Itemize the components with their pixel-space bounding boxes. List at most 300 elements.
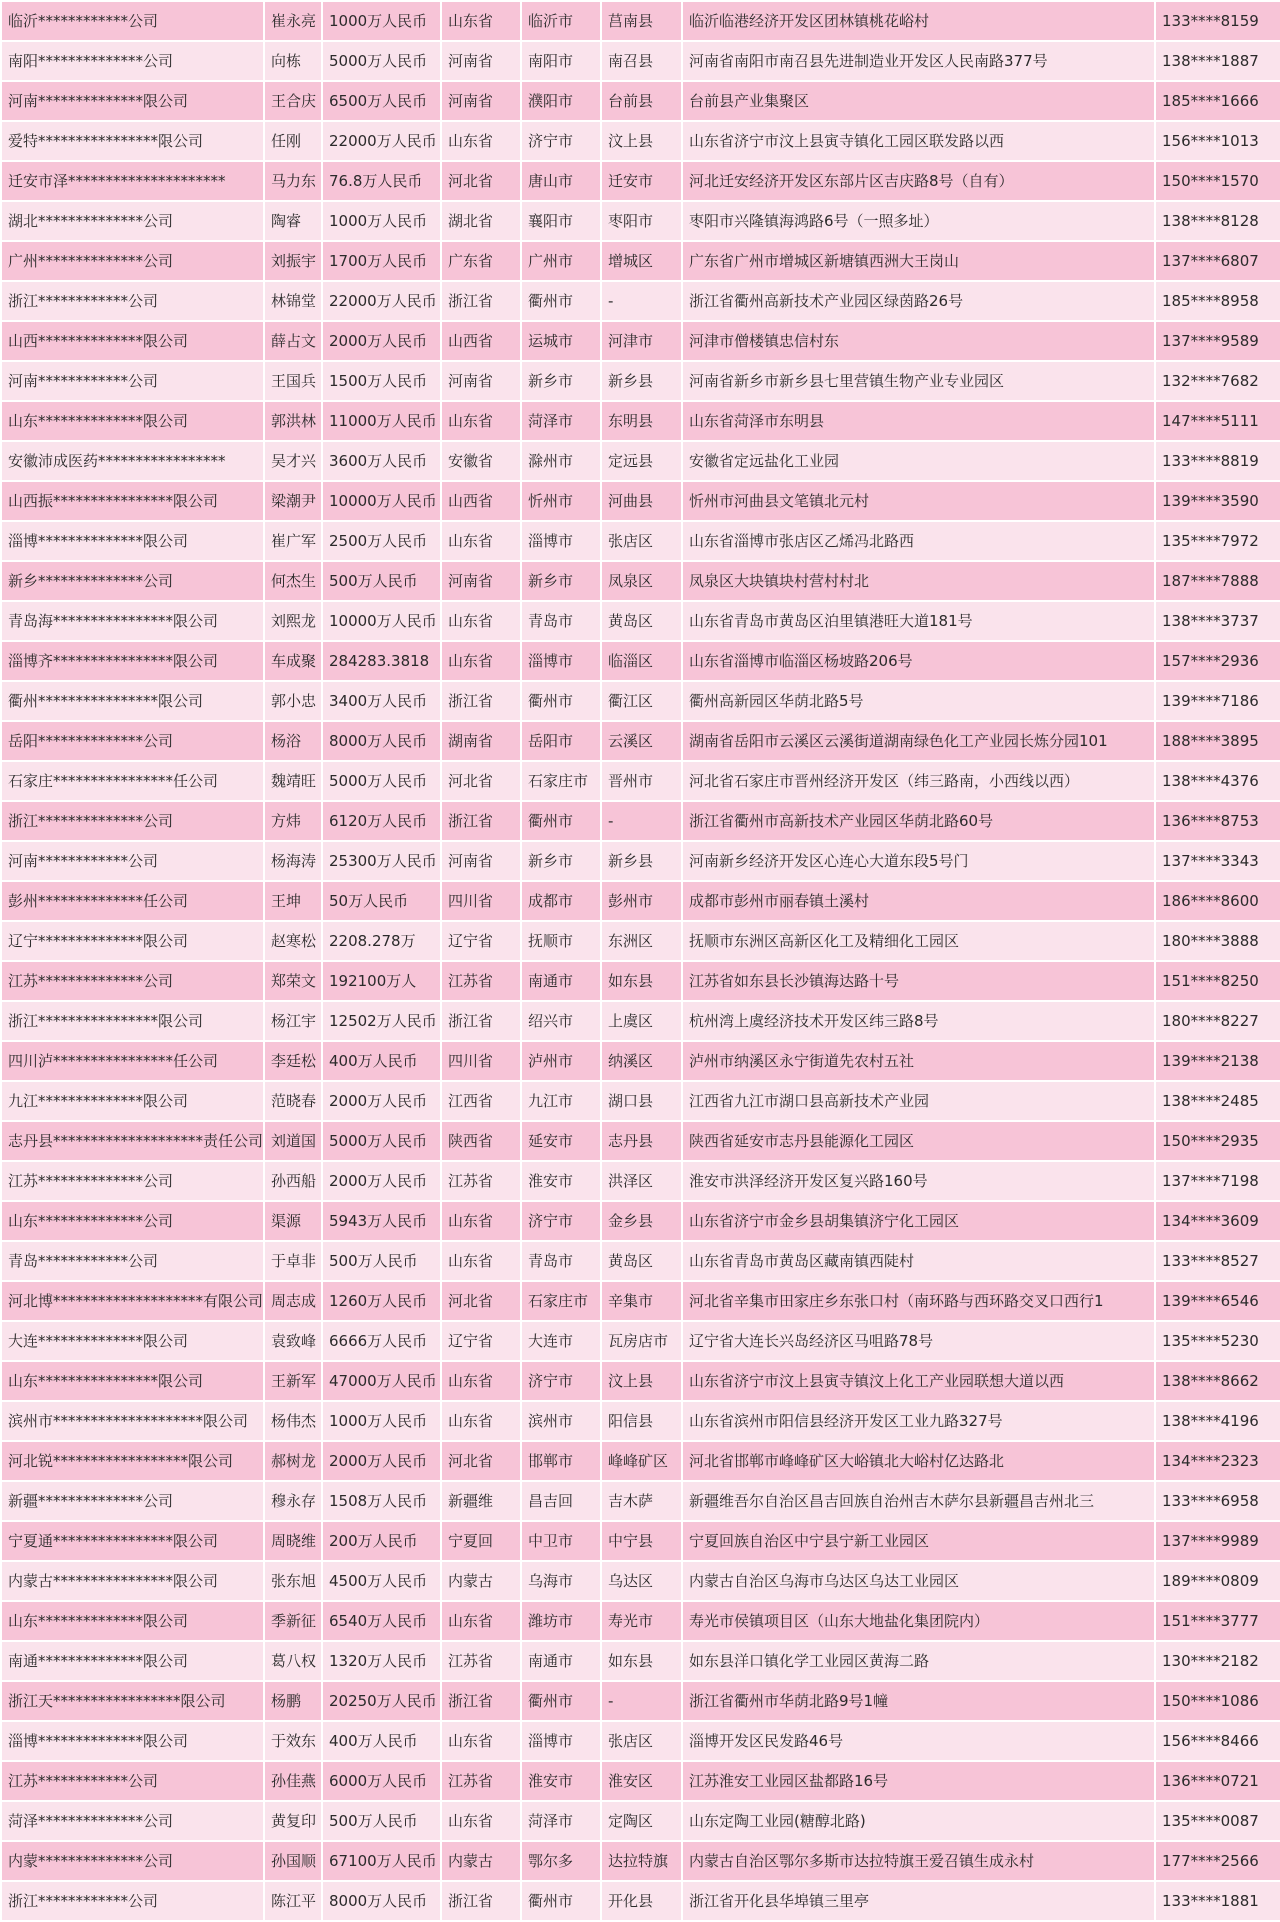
city-cell: 菏泽市 (522, 1802, 600, 1840)
capital-cell: 1260万人民币 (323, 1282, 440, 1320)
person-cell: 周志成 (265, 1282, 321, 1320)
phone-cell: 189****0809 (1156, 1562, 1280, 1600)
district-cell: 衢江区 (602, 682, 681, 720)
phone-cell: 133****8527 (1156, 1242, 1280, 1280)
table-row (2, 1642, 1280, 1680)
phone-cell: 156****8466 (1156, 1722, 1280, 1760)
district-cell: 黄岛区 (602, 602, 681, 640)
province-cell: 河北省 (442, 162, 520, 200)
city-cell: 运城市 (522, 322, 600, 360)
phone-cell: 133****6958 (1156, 1482, 1280, 1520)
phone-cell: 150****2935 (1156, 1122, 1280, 1160)
district-cell: 新乡县 (602, 842, 681, 880)
address-cell: 临沂临港经济开发区团林镇桃花峪村 (683, 2, 1154, 40)
capital-cell: 47000万人民币 (323, 1362, 440, 1400)
district-cell: 张店区 (602, 522, 681, 560)
district-cell: 乌达区 (602, 1562, 681, 1600)
phone-cell: 134****2323 (1156, 1442, 1280, 1480)
person-cell: 马力东 (265, 162, 321, 200)
province-cell: 山东省 (442, 642, 520, 680)
phone-cell: 132****7682 (1156, 362, 1280, 400)
company-cell: 迁安市泽********************* (2, 162, 263, 200)
phone-cell: 133****8159 (1156, 2, 1280, 40)
company-cell: 广州**************公司 (2, 242, 263, 280)
capital-cell: 6120万人民币 (323, 802, 440, 840)
table-row (2, 802, 1280, 840)
table-row (2, 1042, 1280, 1080)
address-cell: 山东省菏泽市东明县 (683, 402, 1154, 440)
table-row (2, 122, 1280, 160)
capital-cell: 20250万人民币 (323, 1682, 440, 1720)
table-row (2, 882, 1280, 920)
phone-cell: 138****1887 (1156, 42, 1280, 80)
person-cell: 渠源 (265, 1202, 321, 1240)
capital-cell: 11000万人民币 (323, 402, 440, 440)
address-cell: 广东省广州市增城区新塘镇西洲大王岗山 (683, 242, 1154, 280)
phone-cell: 150****1086 (1156, 1682, 1280, 1720)
table-row (2, 962, 1280, 1000)
district-cell: 台前县 (602, 82, 681, 120)
district-cell: 南召县 (602, 42, 681, 80)
table-row (2, 162, 1280, 200)
address-cell: 淄博开发区民发路46号 (683, 1722, 1154, 1760)
address-cell: 山东省济宁市汶上县寅寺镇汶上化工产业园联想大道以西 (683, 1362, 1154, 1400)
phone-cell: 138****4196 (1156, 1402, 1280, 1440)
province-cell: 河南省 (442, 42, 520, 80)
capital-cell: 192100万人 (323, 962, 440, 1000)
person-cell: 崔永亮 (265, 2, 321, 40)
city-cell: 广州市 (522, 242, 600, 280)
table-row (2, 682, 1280, 720)
city-cell: 鄂尔多 (522, 1842, 600, 1880)
phone-cell: 156****1013 (1156, 122, 1280, 160)
city-cell: 中卫市 (522, 1522, 600, 1560)
capital-cell: 500万人民币 (323, 562, 440, 600)
address-cell: 河津市僧楼镇忠信村东 (683, 322, 1154, 360)
table-row (2, 922, 1280, 960)
address-cell: 内蒙古自治区鄂尔多斯市达拉特旗王爱召镇生成永村 (683, 1842, 1154, 1880)
address-cell: 寿光市侯镇项目区（山东大地盐化集团院内） (683, 1602, 1154, 1640)
phone-cell: 137****7198 (1156, 1162, 1280, 1200)
capital-cell: 2500万人民币 (323, 522, 440, 560)
capital-cell: 50万人民币 (323, 882, 440, 920)
company-cell: 浙江************公司 (2, 282, 263, 320)
phone-cell: 138****8662 (1156, 1362, 1280, 1400)
capital-cell: 5000万人民币 (323, 1122, 440, 1160)
capital-cell: 22000万人民币 (323, 122, 440, 160)
city-cell: 济宁市 (522, 122, 600, 160)
city-cell: 新乡市 (522, 842, 600, 880)
city-cell: 忻州市 (522, 482, 600, 520)
city-cell: 抚顺市 (522, 922, 600, 960)
district-cell: 金乡县 (602, 1202, 681, 1240)
address-cell: 宁夏回族自治区中宁县宁新工业园区 (683, 1522, 1154, 1560)
district-cell: 定陶区 (602, 1802, 681, 1840)
district-cell: 河曲县 (602, 482, 681, 520)
address-cell: 河北迁安经济开发区东部片区吉庆路8号（自有） (683, 162, 1154, 200)
city-cell: 淄博市 (522, 642, 600, 680)
table-row (2, 602, 1280, 640)
company-cell: 安徽沛成医药***************** (2, 442, 263, 480)
city-cell: 泸州市 (522, 1042, 600, 1080)
capital-cell: 1000万人民币 (323, 202, 440, 240)
address-cell: 山东省青岛市黄岛区泊里镇港旺大道181号 (683, 602, 1154, 640)
province-cell: 江苏省 (442, 1762, 520, 1800)
table-row (2, 1442, 1280, 1480)
address-cell: 山东省淄博市临淄区杨坡路206号 (683, 642, 1154, 680)
table-row (2, 482, 1280, 520)
person-cell: 黄复印 (265, 1802, 321, 1840)
person-cell: 薛占文 (265, 322, 321, 360)
person-cell: 王国兵 (265, 362, 321, 400)
table-row (2, 842, 1280, 880)
table-row (2, 1242, 1280, 1280)
phone-cell: 157****2936 (1156, 642, 1280, 680)
table-row (2, 82, 1280, 120)
phone-cell: 139****2138 (1156, 1042, 1280, 1080)
province-cell: 浙江省 (442, 1002, 520, 1040)
capital-cell: 1500万人民币 (323, 362, 440, 400)
phone-cell: 139****6546 (1156, 1282, 1280, 1320)
company-cell: 大连**************限公司 (2, 1322, 263, 1360)
capital-cell: 400万人民币 (323, 1042, 440, 1080)
person-cell: 林锦堂 (265, 282, 321, 320)
person-cell: 崔广军 (265, 522, 321, 560)
address-cell: 杭州湾上虞经济技术开发区纬三路8号 (683, 1002, 1154, 1040)
address-cell: 台前县产业集聚区 (683, 82, 1154, 120)
phone-cell: 137****3343 (1156, 842, 1280, 880)
person-cell: 向栋 (265, 42, 321, 80)
company-cell: 爱特****************限公司 (2, 122, 263, 160)
district-cell: 寿光市 (602, 1602, 681, 1640)
company-cell: 菏泽**************公司 (2, 1802, 263, 1840)
company-cell: 湖北**************公司 (2, 202, 263, 240)
company-cell: 山东**************限公司 (2, 1602, 263, 1640)
capital-cell: 8000万人民币 (323, 1882, 440, 1920)
company-cell: 内蒙**************公司 (2, 1842, 263, 1880)
phone-cell: 137****9989 (1156, 1522, 1280, 1560)
address-cell: 浙江省衢州市华荫北路9号1幢 (683, 1682, 1154, 1720)
company-cell: 山东**************公司 (2, 1202, 263, 1240)
company-cell: 河南************公司 (2, 842, 263, 880)
province-cell: 湖南省 (442, 722, 520, 760)
phone-cell: 180****8227 (1156, 1002, 1280, 1040)
province-cell: 浙江省 (442, 682, 520, 720)
city-cell: 衢州市 (522, 1682, 600, 1720)
capital-cell: 6500万人民币 (323, 82, 440, 120)
district-cell: 黄岛区 (602, 1242, 681, 1280)
company-cell: 石家庄****************任公司 (2, 762, 263, 800)
province-cell: 江苏省 (442, 1642, 520, 1680)
person-cell: 孙国顺 (265, 1842, 321, 1880)
person-cell: 范晓春 (265, 1082, 321, 1120)
district-cell: 汶上县 (602, 1362, 681, 1400)
person-cell: 陶睿 (265, 202, 321, 240)
address-cell: 枣阳市兴隆镇海鸿路6号（一照多址） (683, 202, 1154, 240)
province-cell: 浙江省 (442, 282, 520, 320)
table-row (2, 1882, 1280, 1920)
table-row (2, 1162, 1280, 1200)
address-cell: 山东省济宁市汶上县寅寺镇化工园区联发路以西 (683, 122, 1154, 160)
address-cell: 河南省新乡市新乡县七里营镇生物产业专业园区 (683, 362, 1154, 400)
company-cell: 浙江天*****************限公司 (2, 1682, 263, 1720)
province-cell: 江西省 (442, 1082, 520, 1120)
company-cell: 河南************公司 (2, 362, 263, 400)
city-cell: 襄阳市 (522, 202, 600, 240)
province-cell: 河南省 (442, 562, 520, 600)
capital-cell: 400万人民币 (323, 1722, 440, 1760)
company-cell: 青岛海****************限公司 (2, 602, 263, 640)
city-cell: 濮阳市 (522, 82, 600, 120)
district-cell: 洪泽区 (602, 1162, 681, 1200)
capital-cell: 10000万人民币 (323, 602, 440, 640)
address-cell: 浙江省衢州高新技术产业园区绿茵路26号 (683, 282, 1154, 320)
district-cell: 枣阳市 (602, 202, 681, 240)
address-cell: 如东县洋口镇化学工业园区黄海二路 (683, 1642, 1154, 1680)
province-cell: 新疆维 (442, 1482, 520, 1520)
table-row (2, 1402, 1280, 1440)
person-cell: 梁潮尹 (265, 482, 321, 520)
district-cell: - (602, 282, 681, 320)
company-cell: 山东**************限公司 (2, 402, 263, 440)
province-cell: 山西省 (442, 482, 520, 520)
district-cell: 达拉特旗 (602, 1842, 681, 1880)
city-cell: 菏泽市 (522, 402, 600, 440)
person-cell: 王合庆 (265, 82, 321, 120)
table-row (2, 1562, 1280, 1600)
province-cell: 辽宁省 (442, 922, 520, 960)
person-cell: 穆永存 (265, 1482, 321, 1520)
table-row (2, 442, 1280, 480)
city-cell: 淄博市 (522, 1722, 600, 1760)
company-cell: 滨州市********************限公司 (2, 1402, 263, 1440)
person-cell: 杨海涛 (265, 842, 321, 880)
company-cell: 衢州****************限公司 (2, 682, 263, 720)
phone-cell: 187****7888 (1156, 562, 1280, 600)
table-row (2, 1602, 1280, 1640)
phone-cell: 186****8600 (1156, 882, 1280, 920)
city-cell: 石家庄市 (522, 1282, 600, 1320)
capital-cell: 25300万人民币 (323, 842, 440, 880)
city-cell: 唐山市 (522, 162, 600, 200)
city-cell: 南通市 (522, 1642, 600, 1680)
district-cell: - (602, 802, 681, 840)
phone-cell: 138****8128 (1156, 202, 1280, 240)
person-cell: 郝树龙 (265, 1442, 321, 1480)
address-cell: 河北省邯郸市峰峰矿区大峪镇北大峪村亿达路北 (683, 1442, 1154, 1480)
province-cell: 河北省 (442, 1442, 520, 1480)
capital-cell: 2000万人民币 (323, 1082, 440, 1120)
table-row (2, 1482, 1280, 1520)
district-cell: 阳信县 (602, 1402, 681, 1440)
capital-cell: 8000万人民币 (323, 722, 440, 760)
province-cell: 山东省 (442, 1602, 520, 1640)
person-cell: 赵寒松 (265, 922, 321, 960)
province-cell: 四川省 (442, 1042, 520, 1080)
company-cell: 河北博********************有限公司 (2, 1282, 263, 1320)
city-cell: 青岛市 (522, 602, 600, 640)
capital-cell: 6000万人民币 (323, 1762, 440, 1800)
person-cell: 杨伟杰 (265, 1402, 321, 1440)
province-cell: 浙江省 (442, 802, 520, 840)
city-cell: 大连市 (522, 1322, 600, 1360)
company-cell: 山西**************限公司 (2, 322, 263, 360)
phone-cell: 185****1666 (1156, 82, 1280, 120)
district-cell: 东明县 (602, 402, 681, 440)
phone-cell: 135****7972 (1156, 522, 1280, 560)
city-cell: 成都市 (522, 882, 600, 920)
province-cell: 山东省 (442, 122, 520, 160)
city-cell: 南通市 (522, 962, 600, 1000)
province-cell: 内蒙古 (442, 1562, 520, 1600)
company-cell: 淄博**************限公司 (2, 522, 263, 560)
province-cell: 广东省 (442, 242, 520, 280)
table-row (2, 1842, 1280, 1880)
table-row (2, 42, 1280, 80)
province-cell: 陕西省 (442, 1122, 520, 1160)
phone-cell: 185****8958 (1156, 282, 1280, 320)
city-cell: 淄博市 (522, 522, 600, 560)
city-cell: 济宁市 (522, 1202, 600, 1240)
table-row (2, 1362, 1280, 1400)
person-cell: 袁致峰 (265, 1322, 321, 1360)
province-cell: 山东省 (442, 602, 520, 640)
table-row (2, 1522, 1280, 1560)
company-cell: 新疆**************公司 (2, 1482, 263, 1520)
city-cell: 滁州市 (522, 442, 600, 480)
city-cell: 青岛市 (522, 1242, 600, 1280)
person-cell: 任刚 (265, 122, 321, 160)
capital-cell: 2000万人民币 (323, 1442, 440, 1480)
province-cell: 浙江省 (442, 1682, 520, 1720)
phone-cell: 133****8819 (1156, 442, 1280, 480)
phone-cell: 138****3737 (1156, 602, 1280, 640)
table-row (2, 1682, 1280, 1720)
phone-cell: 135****0087 (1156, 1802, 1280, 1840)
phone-cell: 136****8753 (1156, 802, 1280, 840)
address-cell: 泸州市纳溪区永宁街道先农村五社 (683, 1042, 1154, 1080)
phone-cell: 139****7186 (1156, 682, 1280, 720)
province-cell: 山东省 (442, 2, 520, 40)
table-row (2, 2, 1280, 40)
phone-cell: 138****4376 (1156, 762, 1280, 800)
phone-cell: 136****0721 (1156, 1762, 1280, 1800)
capital-cell: 4500万人民币 (323, 1562, 440, 1600)
person-cell: 季新征 (265, 1602, 321, 1640)
capital-cell: 1000万人民币 (323, 2, 440, 40)
company-cell: 山东****************限公司 (2, 1362, 263, 1400)
person-cell: 杨浴 (265, 722, 321, 760)
city-cell: 临沂市 (522, 2, 600, 40)
capital-cell: 5000万人民币 (323, 762, 440, 800)
address-cell: 陕西省延安市志丹县能源化工园区 (683, 1122, 1154, 1160)
city-cell: 昌吉回 (522, 1482, 600, 1520)
city-cell: 淮安市 (522, 1162, 600, 1200)
district-cell: - (602, 1682, 681, 1720)
capital-cell: 500万人民币 (323, 1242, 440, 1280)
province-cell: 山东省 (442, 1202, 520, 1240)
district-cell: 新乡县 (602, 362, 681, 400)
province-cell: 浙江省 (442, 1882, 520, 1920)
table-row (2, 1202, 1280, 1240)
phone-cell: 188****3895 (1156, 722, 1280, 760)
capital-cell: 76.8万人民币 (323, 162, 440, 200)
capital-cell: 10000万人民币 (323, 482, 440, 520)
company-cell: 辽宁**************限公司 (2, 922, 263, 960)
province-cell: 山东省 (442, 1242, 520, 1280)
company-cell: 河北锐******************限公司 (2, 1442, 263, 1480)
capital-cell: 284283.3818 (323, 642, 440, 680)
province-cell: 河南省 (442, 362, 520, 400)
city-cell: 绍兴市 (522, 1002, 600, 1040)
address-cell: 河南新乡经济开发区心连心大道东段5号门 (683, 842, 1154, 880)
district-cell: 上虞区 (602, 1002, 681, 1040)
address-cell: 江西省九江市湖口县高新技术产业园 (683, 1082, 1154, 1120)
province-cell: 四川省 (442, 882, 520, 920)
province-cell: 河北省 (442, 762, 520, 800)
person-cell: 杨鹏 (265, 1682, 321, 1720)
address-cell: 成都市彭州市丽春镇土溪村 (683, 882, 1154, 920)
address-cell: 凤泉区大块镇块村营村村北 (683, 562, 1154, 600)
district-cell: 云溪区 (602, 722, 681, 760)
district-cell: 凤泉区 (602, 562, 681, 600)
province-cell: 山西省 (442, 322, 520, 360)
district-cell: 晋州市 (602, 762, 681, 800)
table-row (2, 762, 1280, 800)
capital-cell: 6540万人民币 (323, 1602, 440, 1640)
capital-cell: 1320万人民币 (323, 1642, 440, 1680)
capital-cell: 6666万人民币 (323, 1322, 440, 1360)
company-cell: 九江**************限公司 (2, 1082, 263, 1120)
district-cell: 临淄区 (602, 642, 681, 680)
province-cell: 山东省 (442, 402, 520, 440)
person-cell: 刘道国 (265, 1122, 321, 1160)
province-cell: 湖北省 (442, 202, 520, 240)
table-body (2, 2, 1280, 1920)
table-row (2, 322, 1280, 360)
district-cell: 志丹县 (602, 1122, 681, 1160)
company-cell: 淄博**************限公司 (2, 1722, 263, 1760)
capital-cell: 2000万人民币 (323, 322, 440, 360)
person-cell: 葛八权 (265, 1642, 321, 1680)
district-cell: 如东县 (602, 1642, 681, 1680)
province-cell: 山东省 (442, 1722, 520, 1760)
capital-cell: 5000万人民币 (323, 42, 440, 80)
city-cell: 滨州市 (522, 1402, 600, 1440)
person-cell: 刘振宇 (265, 242, 321, 280)
person-cell: 郑荣文 (265, 962, 321, 1000)
address-cell: 山东省滨州市阳信县经济开发区工业九路327号 (683, 1402, 1154, 1440)
province-cell: 山东省 (442, 1362, 520, 1400)
person-cell: 陈江平 (265, 1882, 321, 1920)
address-cell: 江苏淮安工业园区盐都路16号 (683, 1762, 1154, 1800)
province-cell: 山东省 (442, 522, 520, 560)
capital-cell: 67100万人民币 (323, 1842, 440, 1880)
table-row (2, 562, 1280, 600)
table-row (2, 642, 1280, 680)
person-cell: 李廷松 (265, 1042, 321, 1080)
table-row (2, 362, 1280, 400)
table-row (2, 1722, 1280, 1760)
person-cell: 于效东 (265, 1722, 321, 1760)
city-cell: 衢州市 (522, 682, 600, 720)
district-cell: 中宁县 (602, 1522, 681, 1560)
table-row (2, 242, 1280, 280)
district-cell: 湖口县 (602, 1082, 681, 1120)
district-cell: 峰峰矿区 (602, 1442, 681, 1480)
person-cell: 郭洪林 (265, 402, 321, 440)
company-cell: 新乡**************公司 (2, 562, 263, 600)
